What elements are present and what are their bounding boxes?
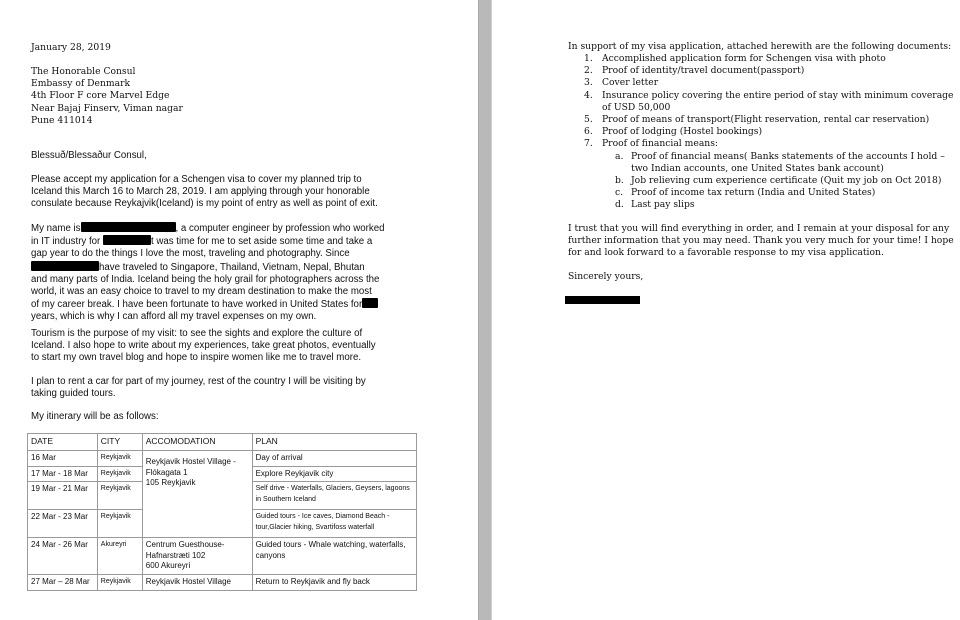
cell-plan: Return to Reykjavik and fly back <box>252 574 416 590</box>
cell-date: 27 Mar – 28 Mar <box>28 574 98 590</box>
address-line: Pune 411014 <box>31 114 93 126</box>
item-number: 1. <box>584 53 593 64</box>
item-text: Accomplished application form for Schengen visa with photo <box>602 53 886 64</box>
cell-accommodation-shared <box>142 451 252 538</box>
text-line: I trust that you will find everything in order, and I remain at your disposal for any <box>568 223 950 234</box>
item-text: Proof of lodging (Hostel bookings) <box>602 126 763 138</box>
paragraph-intro <box>31 174 378 211</box>
text-fragment: , a computer engineer by profession who worked <box>175 223 385 234</box>
item-number: 7. <box>584 138 593 150</box>
financial-item <box>615 187 959 199</box>
cell-city: Reykjavik <box>97 510 142 538</box>
text-line: for and look forward to a favorable response to my visa application. <box>568 247 884 259</box>
letter-page-left <box>0 0 478 620</box>
cell-date: 24 Mar - 26 Mar <box>28 538 98 575</box>
document-item <box>584 138 959 150</box>
recipient-address <box>31 66 183 127</box>
paragraph-travel-plan <box>31 376 366 400</box>
cell-accommodation <box>142 538 252 575</box>
accommodation-line: 600 Akureyri <box>145 561 191 570</box>
cell-city: Reykjavik <box>97 466 142 482</box>
accommodation-line: Flókagata 1 <box>145 467 188 477</box>
text-line <box>31 298 384 311</box>
page-divider <box>478 0 492 620</box>
salutation: Blessuð/Blessaður Consul, <box>31 150 147 161</box>
financial-item <box>615 199 959 211</box>
item-letter: a. <box>615 150 624 162</box>
paragraph-about <box>31 222 384 324</box>
item-text-continued: two Indian accounts, one United States bank account) <box>631 162 884 174</box>
item-text: Proof of financial means( Banks statements of the accounts I hold – <box>631 150 945 162</box>
paragraph-purpose <box>31 328 376 365</box>
item-letter: b. <box>615 175 624 187</box>
financial-item <box>615 151 959 175</box>
text-line <box>31 261 384 274</box>
text-line: Iceland this March 16 to March 28, 2019. I am applying through your honorable <box>31 186 370 198</box>
text-fragment: t was time for me to set aside some time and take a <box>150 236 373 248</box>
redaction-signature <box>565 296 640 304</box>
item-text: Cover letter <box>602 77 659 89</box>
item-letter: d. <box>615 199 624 211</box>
text-line: world, it was an easy choice to travel to my dream destination to make the most <box>31 286 372 298</box>
text-line: Iceland. I also hope to write about my experiences, take great photos, eventually <box>31 340 376 352</box>
text-line: taking guided tours. <box>31 388 116 400</box>
table-row <box>28 451 417 467</box>
table-header-row <box>28 434 417 451</box>
cell-date: 16 Mar <box>28 451 98 467</box>
support-intro: In support of my visa application, attached herewith are the following documents: <box>568 41 952 52</box>
item-number: 3. <box>584 77 593 89</box>
text-line <box>31 222 384 235</box>
cell-plan: Day of arrival <box>252 451 416 467</box>
letter-page-right <box>492 0 960 620</box>
item-text: Proof of means of transport(Flight reservation, rental car reservation) <box>602 114 930 126</box>
accommodation-line: 105 Reykjavik <box>145 478 196 487</box>
text-fragment: My name is <box>31 223 81 234</box>
cell-plan: Guided tours - Whale watching, waterfalls, canyons <box>252 538 416 575</box>
text-line: to start my own travel blog and hope to inspire women like me to travel more. <box>31 352 362 364</box>
cell-plan: Explore Reykjavik city <box>252 466 416 482</box>
table-row <box>28 574 417 590</box>
item-letter: c. <box>615 187 624 199</box>
address-line <box>31 90 183 102</box>
cell-plan: Guided tours - Ice caves, Diamond Beach - tour,Glacier hiking, Svartifoss waterfall <box>252 510 416 538</box>
text-line: gap year to do the things I love the most, traveling and photography. Since <box>31 248 350 260</box>
text-fragment: in IT industry for <box>31 236 101 248</box>
text-line: Tourism is the purpose of my visit: to see the sights and explore the culture of <box>31 328 363 339</box>
accommodation-line: Hafnarstræti 102 <box>145 550 206 560</box>
text-fragment: have traveled to Singapore, Thailand, Vietnam, Nepal, Bhutan <box>99 261 365 273</box>
letter-date: January 28, 2019 <box>31 42 111 53</box>
address-line-4th: 4th Floor F core Marvel Edge <box>31 90 170 102</box>
financial-item <box>615 175 959 187</box>
accommodation-line: Reykjavik Hostel Village - <box>145 457 236 466</box>
cell-city: Reykjavik <box>97 482 142 510</box>
cell-date: 19 Mar - 21 Mar <box>28 482 98 510</box>
document-item <box>584 65 959 77</box>
sign-off: Sincerely yours, <box>568 271 644 282</box>
item-text: Insurance policy covering the entire period of stay with minimum coverage <box>602 89 954 101</box>
cell-city: Reykjavik <box>97 451 142 467</box>
text-line: Please accept my application for a Schengen visa to cover my planned trip to <box>31 174 362 185</box>
item-text: Proof of income tax return (India and United States) <box>631 187 876 199</box>
itinerary-intro: My itinerary will be as follows: <box>31 411 159 422</box>
document-item <box>584 114 959 126</box>
redaction-year <box>31 261 99 271</box>
redaction-years <box>103 235 151 245</box>
cell-accommodation: Reykjavik Hostel Village <box>142 574 252 590</box>
column-header: CITY <box>97 434 142 451</box>
cell-date: 17 Mar - 18 Mar <box>28 466 98 482</box>
document-item <box>584 53 959 65</box>
item-text: Proof of identity/travel document(passport) <box>602 65 805 77</box>
cell-date: 22 Mar - 23 Mar <box>28 510 98 538</box>
redaction-name <box>81 222 176 232</box>
cell-city: Reykjavik <box>97 574 142 590</box>
table-row <box>28 538 417 575</box>
address-line: The Honorable Consul <box>31 66 136 77</box>
item-number: 4. <box>584 89 593 101</box>
column-header: ACCOMODATION <box>142 434 252 451</box>
text-fragment: of my career break. I have been fortunate to have worked in United States for <box>31 299 363 311</box>
documents-list <box>567 53 959 212</box>
text-line: years, which is why I can afford all my travel expenses on my own. <box>31 311 317 323</box>
text-line: I plan to rent a car for part of my journey, rest of the country I will be visiting by <box>31 376 366 387</box>
accommodation-line: Centrum Guesthouse- <box>145 540 225 549</box>
text-line: further information that you may need. Thank you very much for your time! I hope <box>568 235 954 247</box>
text-line: consulate because Reykajvik(Iceland) is my point of entry as well as point of exit. <box>31 198 378 210</box>
cell-city: Akureyri <box>97 538 142 575</box>
item-text: Last pay slips <box>631 199 695 211</box>
document-item <box>584 77 959 89</box>
item-number: 5. <box>584 114 593 126</box>
cell-plan: Self drive - Waterfalls, Glaciers, Geysers, lagoons in Southern Iceland <box>252 482 416 510</box>
document-item <box>584 126 959 138</box>
column-header: PLAN <box>252 434 416 451</box>
address-line: Near Bajaj Finserv, Viman nagar <box>31 102 183 114</box>
closing-paragraph <box>568 223 954 260</box>
document-item <box>584 90 959 114</box>
text-line: and many parts of India. Iceland being the holy grail for photographers across the <box>31 273 380 285</box>
text-line <box>31 235 384 248</box>
item-number: 6. <box>584 126 593 138</box>
item-number: 2. <box>584 65 593 77</box>
item-text: Job relieving cum experience certificate (Quit my job on Oct 2018) <box>631 175 942 187</box>
redaction-duration <box>362 298 378 308</box>
column-header: DATE <box>28 434 98 451</box>
item-text-continued: of USD 50,000 <box>602 101 671 113</box>
item-text: Proof of financial means: <box>602 138 719 150</box>
address-line: Embassy of Denmark <box>31 78 131 90</box>
itinerary-table <box>27 433 417 591</box>
